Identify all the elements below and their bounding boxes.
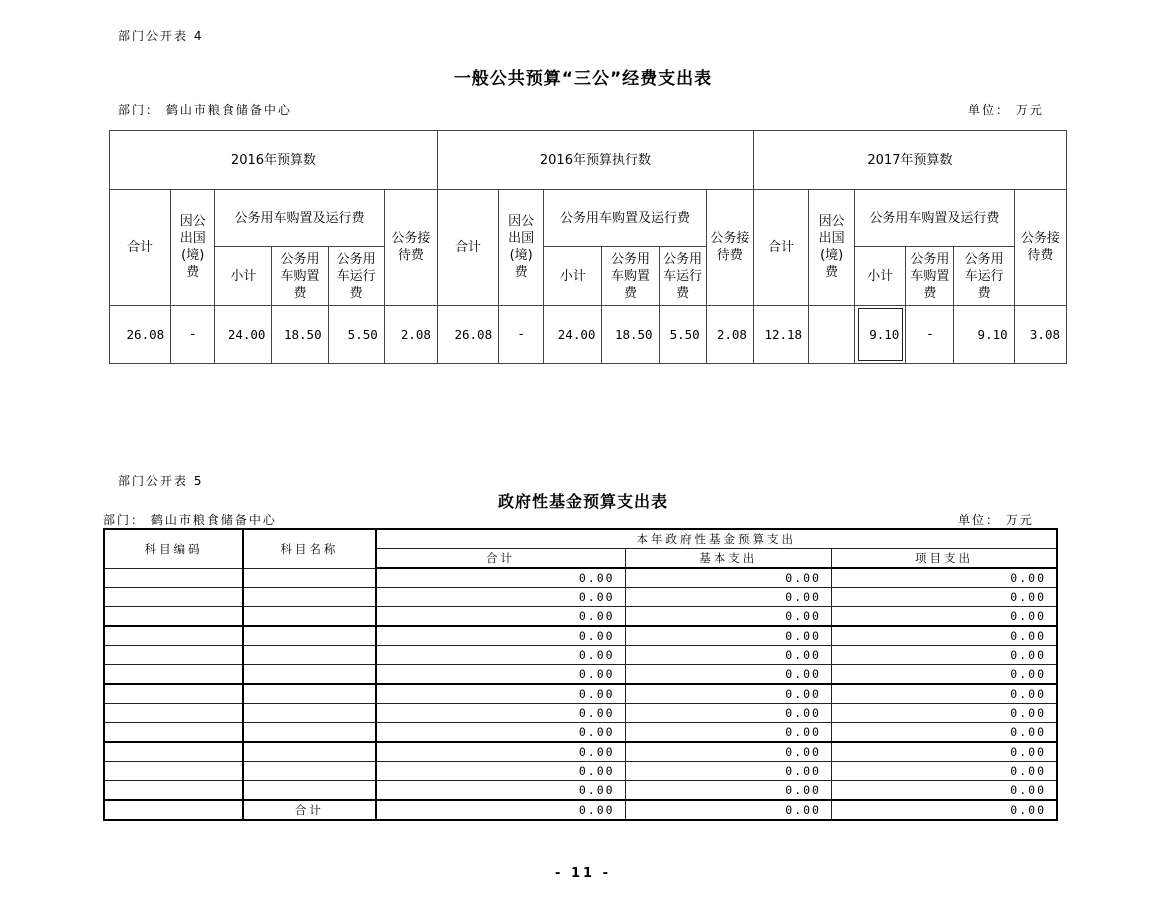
value-cell[interactable]: 0.00 (625, 704, 831, 723)
table-cell[interactable] (104, 742, 243, 762)
table5-dept: 部门： 鹤山市粮食储备中心 (103, 513, 277, 527)
table-cell[interactable] (243, 781, 375, 801)
col-reception: 公务接 待费 (384, 190, 437, 305)
col-subtotal: 小计 (544, 247, 602, 305)
col-car: 公务用车购置及运行费 (544, 190, 706, 247)
table-row (104, 704, 1057, 723)
table-row (104, 684, 1057, 704)
table5-label: 部门公开表 5 (118, 474, 204, 488)
value-cell[interactable] (809, 305, 855, 363)
value-cell[interactable]: 9.10 (954, 305, 1014, 363)
table-cell[interactable] (243, 684, 375, 704)
col-car-running: 公务用 车运行 费 (954, 247, 1014, 305)
value-cell[interactable]: 0.00 (625, 626, 831, 646)
value-cell[interactable]: 0.00 (376, 646, 626, 665)
table5-title: 政府性基金预算支出表 (497, 492, 668, 511)
col-car-running: 公务用 车运行 费 (328, 247, 384, 305)
value-cell[interactable]: 0.00 (376, 607, 626, 627)
table-cell[interactable] (243, 646, 375, 665)
table-cell[interactable] (243, 568, 375, 588)
value-cell[interactable]: 0.00 (831, 588, 1057, 607)
value-cell[interactable]: 0.00 (831, 781, 1057, 801)
value-cell[interactable]: 0.00 (376, 588, 626, 607)
three-public-expenses-table (109, 130, 1067, 364)
value-cell[interactable]: 0.00 (831, 665, 1057, 685)
table-cell[interactable] (104, 762, 243, 781)
value-cell[interactable]: 2.08 (706, 305, 753, 363)
table-cell[interactable] (104, 588, 243, 607)
value-cell[interactable]: 0.00 (376, 704, 626, 723)
group-2017-budget: 2017年预算数 (753, 131, 1066, 190)
col-abroad: 因公 出国 (境) 费 (809, 190, 855, 305)
total-label: 合计 (243, 800, 375, 820)
value-cell[interactable]: 24.00 (544, 305, 602, 363)
total-row (104, 800, 1057, 820)
col-car-purchase: 公务用 车购置 费 (272, 247, 328, 305)
value-cell[interactable]: 18.50 (602, 305, 659, 363)
value-cell[interactable]: 0.00 (376, 762, 626, 781)
selected-cell[interactable]: 9.10 (855, 305, 906, 363)
page-number: - 11 - (555, 866, 611, 881)
col-reception: 公务接 待费 (1014, 190, 1066, 305)
value-cell[interactable]: 5.50 (328, 305, 384, 363)
table-row (104, 626, 1057, 646)
value-cell[interactable]: 0.00 (376, 665, 626, 685)
table-row (104, 568, 1057, 588)
value-cell[interactable]: 0.00 (625, 588, 831, 607)
total-cell[interactable]: 0.00 (625, 800, 831, 820)
col-basic-expense: 基本支出 (625, 549, 831, 569)
table-cell[interactable] (104, 568, 243, 588)
col-subtotal: 小计 (215, 247, 272, 305)
table-row (104, 723, 1057, 743)
value-cell[interactable]: 0.00 (831, 704, 1057, 723)
col-subject-code: 科目编码 (104, 529, 243, 568)
table-cell[interactable] (243, 704, 375, 723)
value-cell[interactable]: 0.00 (376, 568, 626, 588)
value-cell[interactable]: 18.50 (272, 305, 328, 363)
value-cell[interactable]: 0.00 (625, 723, 831, 743)
value-cell[interactable]: 0.00 (625, 762, 831, 781)
value-cell[interactable]: 0.00 (625, 781, 831, 801)
table-row (104, 646, 1057, 665)
col-abroad: 因公 出国 (境) 费 (499, 190, 544, 305)
table-cell[interactable] (104, 646, 243, 665)
col-subtotal: 小计 (855, 247, 906, 305)
value-cell[interactable]: - (906, 305, 954, 363)
gov-fund-budget-table (103, 528, 1058, 821)
value-cell[interactable]: 0.00 (831, 568, 1057, 588)
value-cell[interactable]: 5.50 (659, 305, 706, 363)
table-cell[interactable] (104, 684, 243, 704)
col-car-purchase: 公务用 车购置 费 (906, 247, 954, 305)
table-cell[interactable] (104, 665, 243, 685)
col-project-expense: 项目支出 (831, 549, 1057, 569)
table-cell[interactable] (104, 800, 243, 820)
value-cell[interactable]: 2.08 (384, 305, 437, 363)
col-car: 公务用车购置及运行费 (215, 190, 384, 247)
value-cell[interactable]: 0.00 (831, 742, 1057, 762)
table-cell[interactable] (104, 781, 243, 801)
value-cell[interactable]: 26.08 (437, 305, 498, 363)
value-cell[interactable]: 0.00 (376, 723, 626, 743)
value-cell[interactable]: 0.00 (625, 568, 831, 588)
value-cell[interactable]: 0.00 (625, 684, 831, 704)
col-subject-name: 科目名称 (243, 529, 375, 568)
col-group-fund-expense: 本年政府性基金预算支出 (376, 529, 1057, 549)
table-cell[interactable] (104, 723, 243, 743)
col-car: 公务用车购置及运行费 (855, 190, 1014, 247)
value-cell[interactable]: 24.00 (215, 305, 272, 363)
col-reception: 公务接 待费 (706, 190, 753, 305)
table-cell[interactable] (243, 742, 375, 762)
table-cell[interactable] (243, 588, 375, 607)
value-cell[interactable]: 3.08 (1014, 305, 1066, 363)
value-cell[interactable]: 0.00 (831, 626, 1057, 646)
table-row (104, 742, 1057, 762)
value-cell[interactable]: - (171, 305, 215, 363)
table-cell[interactable] (104, 607, 243, 627)
value-cell[interactable]: 0.00 (831, 723, 1057, 743)
table-row (104, 607, 1057, 627)
table5-unit: 单位： 万元 (958, 513, 1034, 527)
table-row (104, 665, 1057, 685)
value-cell[interactable]: 0.00 (376, 742, 626, 762)
value-cell[interactable]: 0.00 (376, 626, 626, 646)
table4-dept: 部门： 鹤山市粮食储备中心 (118, 103, 292, 117)
table-cell[interactable] (104, 626, 243, 646)
table-row (104, 781, 1057, 801)
value-cell[interactable]: 0.00 (625, 607, 831, 627)
table4-unit: 单位： 万元 (968, 103, 1044, 117)
value-cell[interactable]: 26.08 (110, 305, 171, 363)
table-cell[interactable] (243, 723, 375, 743)
table-cell[interactable] (104, 704, 243, 723)
table-row (104, 588, 1057, 607)
value-cell[interactable]: 0.00 (831, 607, 1057, 627)
col-total: 合计 (437, 190, 498, 305)
table4-title: 一般公共预算“三公”经费支出表 (453, 69, 713, 89)
total-cell[interactable]: 0.00 (831, 800, 1057, 820)
table4-label: 部门公开表 4 (118, 29, 204, 43)
value-cell[interactable]: 0.00 (625, 742, 831, 762)
value-cell[interactable]: 0.00 (831, 646, 1057, 665)
table-row (110, 305, 1067, 363)
value-cell[interactable]: 0.00 (625, 665, 831, 685)
group-2016-budget: 2016年预算数 (110, 131, 438, 190)
value-cell[interactable]: 12.18 (753, 305, 808, 363)
table-row (104, 762, 1057, 781)
value-cell[interactable]: 0.00 (831, 684, 1057, 704)
value-cell[interactable]: 0.00 (625, 646, 831, 665)
table-cell[interactable] (243, 762, 375, 781)
table-cell[interactable] (243, 607, 375, 627)
col-car-purchase: 公务用 车购置 费 (602, 247, 659, 305)
value-cell[interactable]: 0.00 (376, 781, 626, 801)
table-cell[interactable] (243, 665, 375, 685)
col-total: 合计 (110, 190, 171, 305)
total-cell[interactable]: 0.00 (376, 800, 626, 820)
col-abroad: 因公 出国 (境) 费 (171, 190, 215, 305)
value-cell[interactable]: 0.00 (376, 684, 626, 704)
col-car-running: 公务用 车运行 费 (659, 247, 706, 305)
group-2016-execution: 2016年预算执行数 (437, 131, 753, 190)
col-total: 合计 (753, 190, 808, 305)
value-cell[interactable]: - (499, 305, 544, 363)
value-cell[interactable]: 0.00 (831, 762, 1057, 781)
col-total: 合计 (376, 549, 626, 569)
table-cell[interactable] (243, 626, 375, 646)
